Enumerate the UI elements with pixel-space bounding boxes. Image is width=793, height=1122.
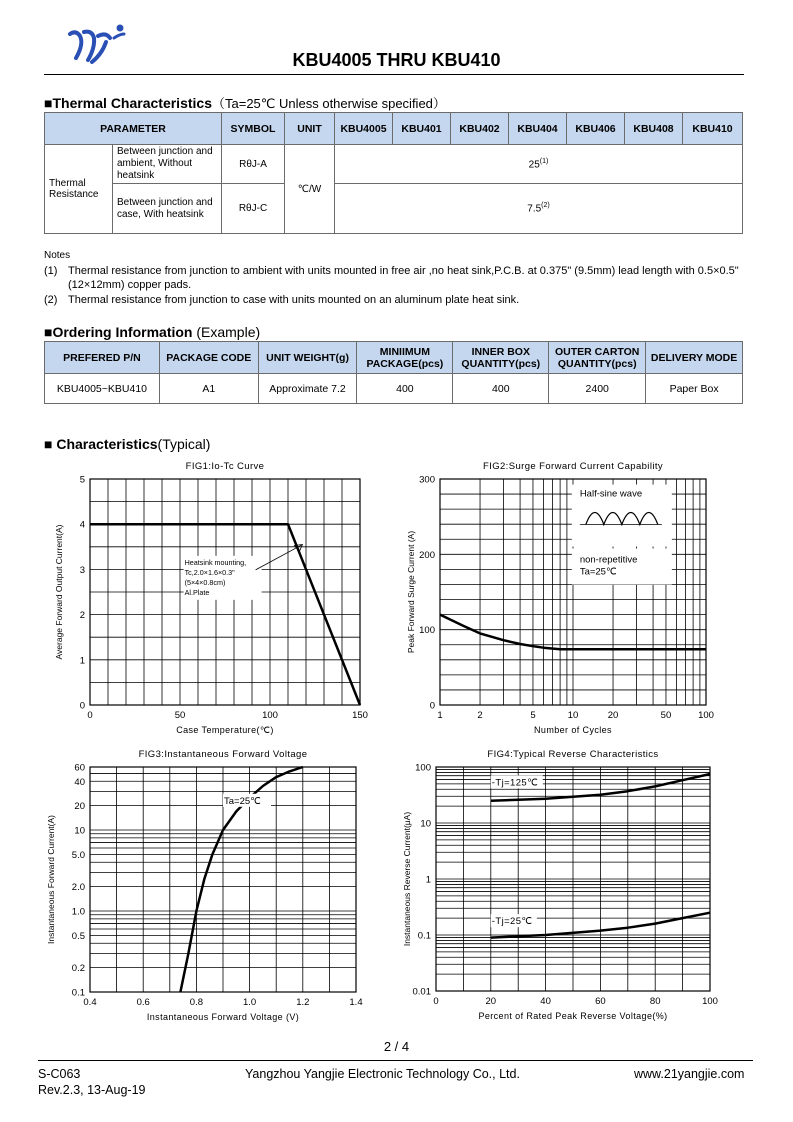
y-axis-label: Instantaneous Forward Current(A) xyxy=(46,815,56,944)
x-tick-label: 40 xyxy=(540,996,551,1007)
doc-revision: Rev.2.3, 13-Aug-19 xyxy=(38,1083,146,1097)
characteristics-heading xyxy=(44,436,210,452)
x-tick-label: 0 xyxy=(433,996,439,1007)
x-tick-label: 5 xyxy=(530,710,536,721)
characteristics-heading-typical: (Typical) xyxy=(157,436,211,452)
y-tick-label: 0.1 xyxy=(417,930,431,942)
cell-symbol-ja: RθJ-A xyxy=(222,145,285,184)
x-tick-label: 1.0 xyxy=(242,997,257,1008)
note-2-text: Thermal resistance from junction to case with units mounted on an aluminum plate heat sink. xyxy=(68,293,520,306)
x-axis-label: Number of Cycles xyxy=(534,725,612,735)
x-tick-label: 1.2 xyxy=(296,997,310,1008)
y-tick-label: 60 xyxy=(74,762,85,774)
th-kbu408: KBU408 xyxy=(625,113,683,145)
y-tick-label: 10 xyxy=(420,818,431,830)
th-kbu404: KBU404 xyxy=(509,113,567,145)
y-tick-label: 0.5 xyxy=(71,930,85,942)
notes-block xyxy=(44,249,759,307)
y-tick-label: 2.0 xyxy=(71,882,85,894)
th-kbu401: KBU401 xyxy=(393,113,451,145)
footer-rule xyxy=(38,1060,753,1061)
thermal-row-jc xyxy=(45,184,743,234)
y-tick-label: 20 xyxy=(74,801,85,813)
characteristics-heading-title: Characteristics xyxy=(56,436,158,452)
note-ref-1: (1) xyxy=(539,157,549,165)
value-ja: 25 xyxy=(528,159,540,171)
ordering-header-row xyxy=(45,342,743,374)
ordering-heading-example: (Example) xyxy=(192,324,261,340)
y-axis-label: Peak Forward Surge Current (A) xyxy=(406,530,416,654)
section-bullet-icon: ■ xyxy=(44,436,53,452)
x-tick-label: 0.8 xyxy=(189,997,204,1008)
y-tick-label: 300 xyxy=(419,474,435,486)
ocell-pn: KBU4005~KBU410 xyxy=(45,374,160,404)
y-tick-label: 1 xyxy=(425,874,431,886)
x-tick-label: 100 xyxy=(702,996,718,1007)
cell-value-jc xyxy=(335,184,743,234)
ordering-row xyxy=(45,374,743,404)
note-1-number: (1) xyxy=(44,264,58,277)
oh-delivery: DELIVERY MODE xyxy=(646,342,743,374)
thermal-row-ja xyxy=(45,145,743,184)
oh-pn: PREFERED P/N xyxy=(45,342,160,374)
ordering-table xyxy=(44,341,743,404)
ocell-outer-carton: 2400 xyxy=(549,374,646,404)
y-tick-label: 5.0 xyxy=(71,849,85,861)
y-tick-label: 200 xyxy=(419,549,435,561)
cell-condition-ja: Between junction and ambient, Without heatsink xyxy=(113,145,222,184)
ordering-heading-title: Ordering Information xyxy=(52,324,193,340)
ocell-package-code: A1 xyxy=(159,374,258,404)
x-tick-label: 2 xyxy=(477,710,483,721)
x-tick-label: 50 xyxy=(174,710,186,721)
series-label: -Tj=125℃ xyxy=(491,777,539,789)
note-2-number: (2) xyxy=(44,293,58,306)
note-text: Ta=25℃ xyxy=(579,566,617,578)
th-kbu402: KBU402 xyxy=(451,113,509,145)
section-bullet-icon: ■ xyxy=(44,95,53,111)
y-tick-label: 100 xyxy=(419,625,435,637)
y-tick-label: 2 xyxy=(79,610,85,622)
x-tick-label: 1 xyxy=(437,710,443,721)
note-1-text: Thermal resistance from junction to ambient with units mounted in free air ,no heat sink,P.C.B. at 0.375" (9.5mm) lead length with 0.5×0.5"(12×12mm) copper pads. xyxy=(68,264,739,291)
y-tick-label: 10 xyxy=(74,825,85,837)
th-symbol: SYMBOL xyxy=(222,113,285,145)
notes-title: Notes xyxy=(44,250,71,261)
chart-title: FIG2:Surge Forward Current Capability xyxy=(482,461,664,472)
note-ref-2: (2) xyxy=(541,202,550,210)
ordering-heading xyxy=(44,324,260,340)
x-tick-label: 1.4 xyxy=(349,997,363,1008)
value-jc: 7.5 xyxy=(527,203,542,215)
doc-code: S-C063 xyxy=(38,1067,81,1081)
y-tick-label: 0.1 xyxy=(71,987,85,999)
section-bullet-icon: ■ xyxy=(44,324,53,340)
x-tick-label: 10 xyxy=(567,710,579,721)
x-tick-label: 20 xyxy=(485,996,497,1007)
x-tick-label: 100 xyxy=(262,710,278,721)
x-tick-label: 150 xyxy=(352,710,368,721)
x-axis-label: Percent of Rated Peak Reverse Voltage(%) xyxy=(478,1011,668,1021)
x-tick-label: 0.4 xyxy=(83,997,97,1008)
y-axis-label: Instantaneous Reverse Current(μA) xyxy=(402,811,412,947)
document-title: KBU4005 THRU KBU410 xyxy=(292,50,501,70)
oh-package-code: PACKAGE CODE xyxy=(159,342,258,374)
ocell-min-package: 400 xyxy=(357,374,453,404)
chart-title: FIG4:Typical Reverse Characteristics xyxy=(487,749,659,760)
cell-condition-jc: Between junction and case, With heatsink xyxy=(113,184,222,234)
annotation-text: Heatsink mounting, xyxy=(184,557,247,567)
chart-title: FIG3:Instantaneous Forward Voltage xyxy=(138,749,308,760)
th-parameter: PARAMETER xyxy=(45,113,222,145)
series-label: Ta=25℃ xyxy=(224,795,261,807)
y-tick-label: 0.2 xyxy=(71,963,85,975)
ocell-delivery: Paper Box xyxy=(646,374,743,404)
x-tick-label: 100 xyxy=(698,710,714,721)
y-axis-label: Average Forward Output Current(A) xyxy=(54,524,64,660)
annotation-text: Tc,2.0×1.6×0.3" xyxy=(184,567,235,577)
oh-inner-box: INNER BOX QUANTITY(pcs) xyxy=(453,342,549,374)
fig3-chart xyxy=(40,743,380,1028)
note-2 xyxy=(44,293,759,308)
footer-website[interactable]: www.21yangjie.com xyxy=(634,1067,745,1081)
y-tick-label: 1.0 xyxy=(71,906,85,918)
cell-value-ja xyxy=(335,145,743,184)
ocell-unit-weight: Approximate 7.2 xyxy=(258,374,357,404)
oh-unit-weight: UNIT WEIGHT(g) xyxy=(258,342,357,374)
ocell-inner-box: 400 xyxy=(453,374,549,404)
cell-param: Thermal Resistance xyxy=(45,145,113,234)
annotation-text: (5×4×0.8cm) xyxy=(184,577,226,587)
x-tick-label: 0.6 xyxy=(136,997,150,1008)
thermal-heading-title: Thermal Characteristics xyxy=(52,95,212,111)
th-kbu410: KBU410 xyxy=(683,113,743,145)
y-tick-label: 0 xyxy=(429,700,435,712)
th-unit: UNIT xyxy=(285,113,335,145)
cell-unit: ℃/W xyxy=(285,145,335,234)
x-axis-label: Case Temperature(℃) xyxy=(176,725,274,735)
footer-company: Yangzhou Yangjie Electronic Technology Co., Ltd. xyxy=(245,1067,520,1081)
fig4-chart xyxy=(400,743,740,1028)
thermal-table xyxy=(44,112,743,234)
x-tick-label: 60 xyxy=(595,996,606,1007)
oh-min-package: MINIIMUM PACKAGE(pcs) xyxy=(357,342,453,374)
fig2-chart xyxy=(400,455,740,740)
y-tick-label: 0 xyxy=(79,700,85,712)
y-tick-label: 4 xyxy=(79,519,85,531)
y-tick-label: 1 xyxy=(79,655,85,667)
x-axis-label: Instantaneous Forward Voltage (V) xyxy=(146,1012,300,1022)
th-kbu4005: KBU4005 xyxy=(335,113,393,145)
x-tick-label: 50 xyxy=(660,710,672,721)
cell-symbol-jc: RθJ-C xyxy=(222,184,285,234)
y-tick-label: 40 xyxy=(74,776,85,788)
y-tick-label: 5 xyxy=(79,474,85,486)
note-1 xyxy=(44,264,759,293)
x-tick-label: 80 xyxy=(649,996,661,1007)
y-tick-label: 3 xyxy=(79,564,85,576)
thermal-header-row xyxy=(45,113,743,145)
thermal-heading xyxy=(44,93,446,112)
chart-title: FIG1:Io-Tc Curve xyxy=(185,461,265,472)
th-kbu406: KBU406 xyxy=(567,113,625,145)
y-tick-label: 0.01 xyxy=(412,986,431,998)
x-tick-label: 20 xyxy=(607,710,619,721)
x-tick-label: 0 xyxy=(87,710,93,721)
oh-outer-carton: OUTER CARTON QUANTITY(pcs) xyxy=(549,342,646,374)
page-number: 2 / 4 xyxy=(383,1039,410,1054)
annotation-text: Al.Plate xyxy=(184,587,210,597)
thermal-heading-condition: （Ta=25℃ Unless otherwise specified） xyxy=(212,96,446,111)
note-text: non-repetitive xyxy=(579,554,638,566)
series-label: -Tj=25℃ xyxy=(491,916,533,928)
y-tick-label: 100 xyxy=(415,762,431,774)
annotation-arrow xyxy=(256,545,303,570)
fig1-chart xyxy=(40,455,380,740)
inset-label: Half-sine wave xyxy=(579,488,643,500)
header-rule xyxy=(44,74,744,75)
